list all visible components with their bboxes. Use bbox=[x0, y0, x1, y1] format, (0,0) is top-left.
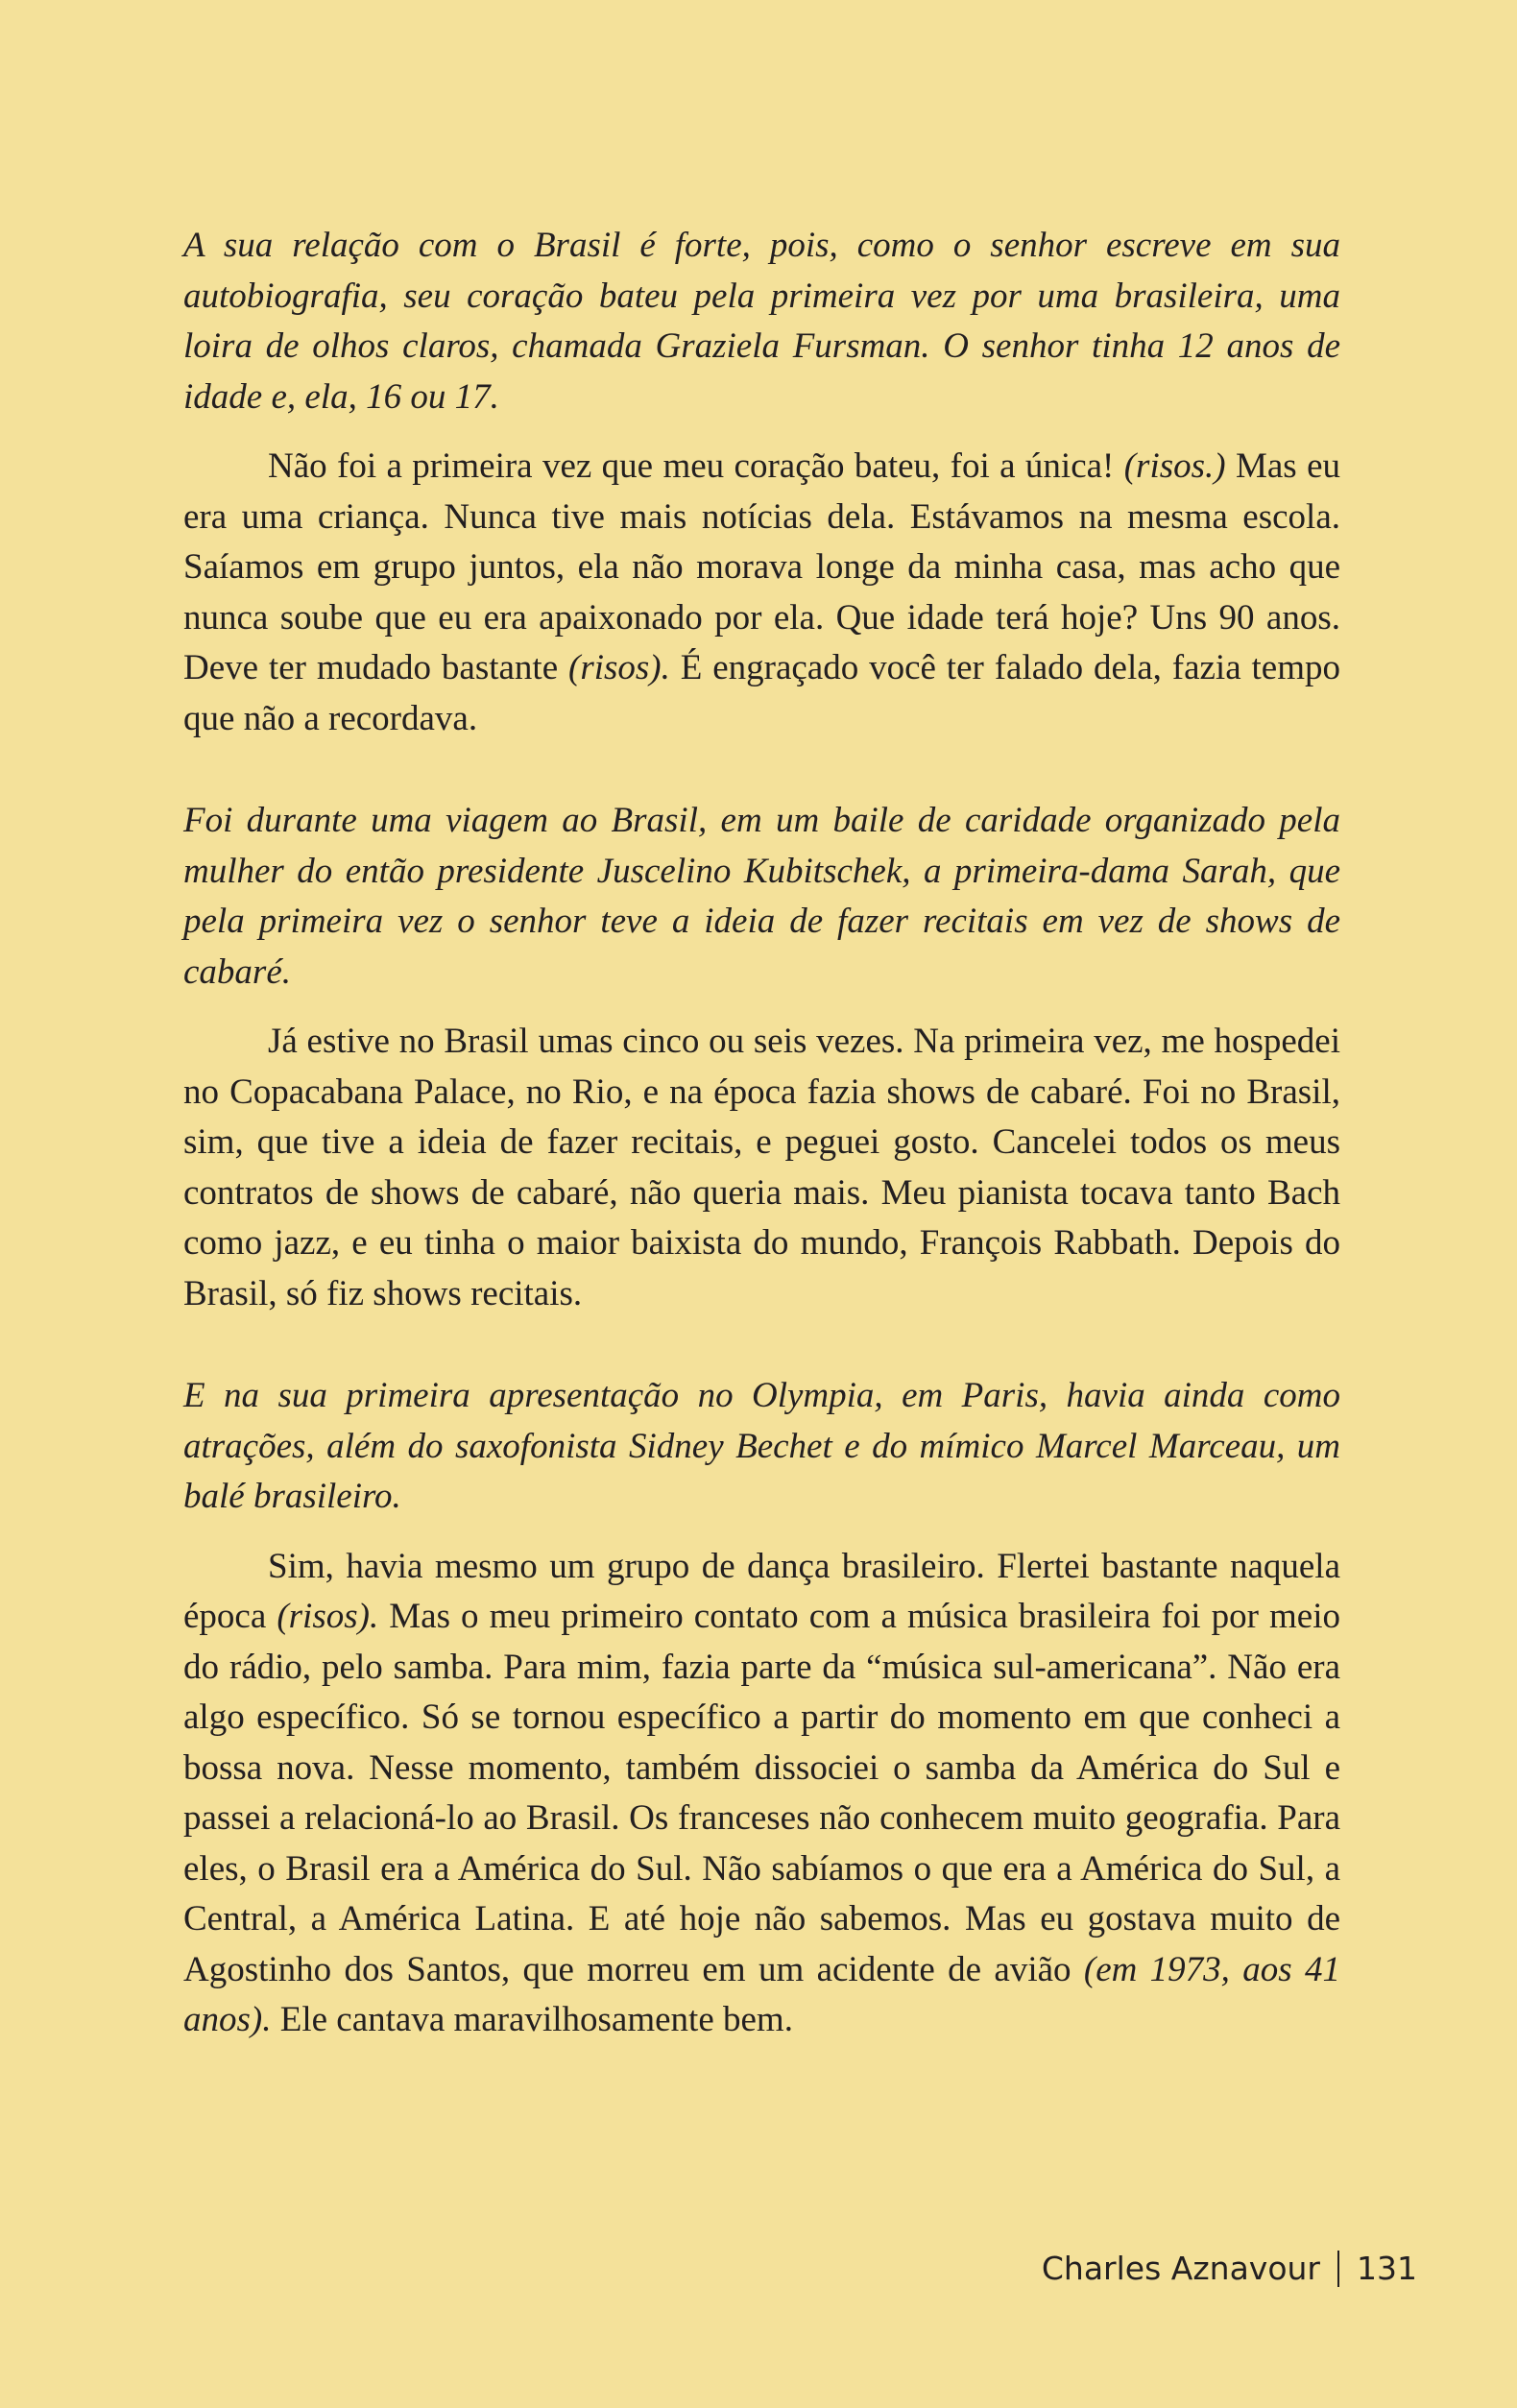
aside: (em 1973, aos 41 anos). bbox=[183, 1949, 1340, 2039]
aside: (risos.) bbox=[1123, 446, 1226, 486]
running-title: Charles Aznavour bbox=[1041, 2250, 1320, 2287]
question-1: A sua relação com o Brasil é forte, pois, como o senhor escreve em sua autobiografia, seu coração bateu pela primeira vez por uma brasileira, uma loira de olhos claros, chamada Graziela Fursman. O senhor tinha 12 anos de idade e, ela, 16 ou 17. bbox=[183, 226, 1340, 417]
page-footer bbox=[1042, 2250, 1417, 2287]
page-number: 131 bbox=[1357, 2250, 1417, 2287]
answer-2: Já estive no Brasil umas cinco ou seis vezes. Na primeira vez, me hospedei no Copacabana Palace, no Rio, e na época fazia shows de cabaré. Foi no Brasil, sim, que tive a ideia de fazer recitais, e peguei gosto. Cancelei todos os meus contratos de shows de cabaré, não queria mais. Meu pianista tocava tanto Bach como jazz, e eu tinha o maior baixista do mundo, François Rabbath. Depois do Brasil, só fiz shows recitais. bbox=[183, 1022, 1340, 1313]
question-3: E na sua primeira apresentação no Olympia, em Paris, havia ainda como atrações, além do saxofonista Sidney Bechet e do mímico Marcel Marceau, um balé brasileiro. bbox=[183, 1376, 1340, 1516]
footer-divider bbox=[1337, 2251, 1339, 2287]
page-body bbox=[183, 221, 1340, 2046]
aside: (risos). bbox=[568, 648, 670, 687]
question-2: Foi durante uma viagem ao Brasil, em um baile de caridade organizado pela mulher do então presidente Juscelino Kubitschek, a primeira-dama Sarah, que pela primeira vez o senhor teve a ideia de fazer recitais em vez de shows de cabaré. bbox=[183, 801, 1340, 992]
answer-1: Não foi a primeira vez que meu coração bateu, foi a única! (risos.) Mas eu era uma criança. Nunca tive mais notícias dela. Estávamos na mesma escola. Saíamos em grupo juntos, ela não morava longe da minha casa, mas acho que nunca soube que eu era apaixonado por ela. Que idade terá hoje? Uns 90 anos. Deve ter mudado bastante (risos). É engraçado você ter falado dela, fazia tempo que não a recordava. bbox=[183, 446, 1340, 738]
answer-3: Sim, havia mesmo um grupo de dança brasileiro. Flertei bastante naquela época (risos). Mas o meu primeiro contato com a música brasileira foi por meio do rádio, pelo samba. Para mim, fazia parte da “música sul-americana”. Não era algo específico. Só se tornou específico a partir do momento em que conheci a bossa nova. Nesse momento, também dissociei o samba da América do Sul e passei a relacioná-lo ao Brasil. Os franceses não conhecem muito geografia. Para eles, o Brasil era a América do Sul. Não sabíamos o que era a América do Sul, a Central, a América Latina. E até hoje não sabemos. Mas eu gostava muito de Agostinho dos Santos, que morreu em um acidente de avião (em 1973, aos 41 anos). Ele cantava maravilhosamente bem. bbox=[183, 1546, 1340, 2039]
aside: (risos). bbox=[277, 1597, 379, 1636]
